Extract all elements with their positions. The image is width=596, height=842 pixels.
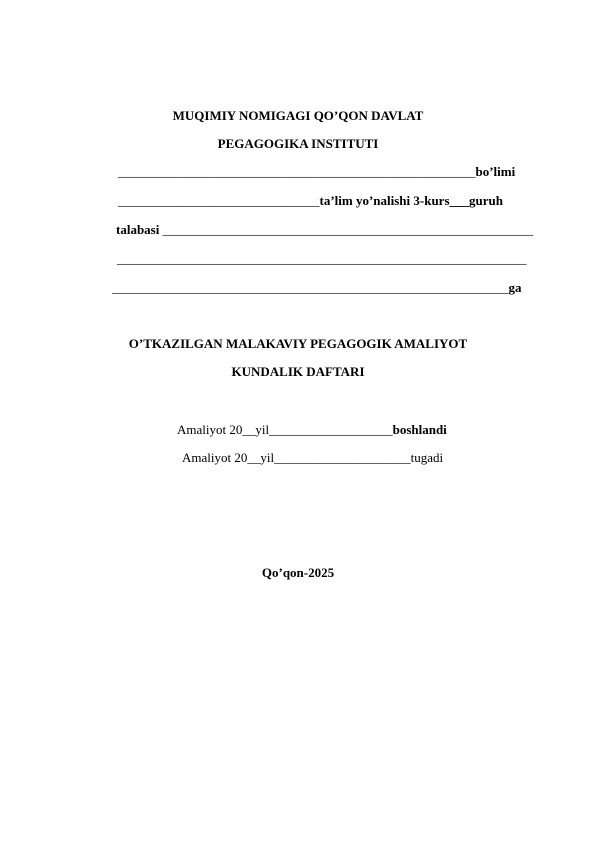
practice-start-label: boshlandi — [392, 422, 447, 437]
program-row — [118, 193, 503, 209]
place-year: Qo’qon-2025 — [261, 565, 335, 580]
practice-start-text: Amaliyot 20__yil___________________ — [177, 422, 393, 437]
recipient-row — [112, 280, 522, 296]
document-title-line2: KUNDALIK DAFTARI — [231, 364, 365, 379]
institute-name-line1: MUQIMIY NOMIGAGI QO’QON DAVLAT — [172, 108, 424, 123]
student-label: talabasi — [116, 222, 160, 237]
student-row — [116, 222, 533, 238]
program-label: ta’lim yo’nalishi 3-kurs___guruh — [319, 193, 503, 208]
practice-end-row: Amaliyot 20__yil_____________________tugadi — [182, 450, 444, 465]
recipient-blank: _____________________________________________________________ — [112, 280, 509, 295]
blank-row: _______________________________________________________________ — [117, 251, 527, 266]
document-title-line1: O’TKAZILGAN MALAKAVIY PEGAGOGIK AMALIYOT — [128, 336, 468, 351]
institute-name-line2: PEGAGOGIKA INSTITUTI — [217, 136, 379, 151]
department-blank: _______________________________________________________ — [118, 164, 476, 179]
program-blank: _______________________________ — [118, 193, 320, 208]
department-row — [118, 164, 515, 180]
practice-start-row — [177, 422, 447, 438]
recipient-label: ga — [508, 280, 522, 295]
student-blank: _________________________________________________________ — [159, 222, 534, 237]
department-label: bo’limi — [475, 164, 516, 179]
